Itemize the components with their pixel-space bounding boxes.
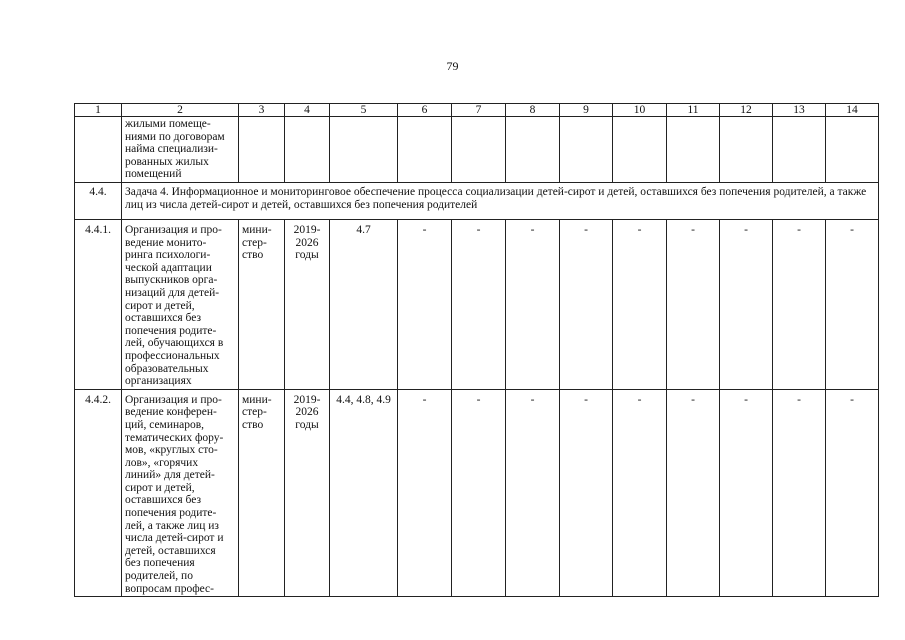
- table-row-item-4-4-1: [75, 220, 879, 390]
- table-cell: [613, 117, 667, 183]
- column-number: 10: [613, 104, 667, 117]
- table-cell: [560, 117, 613, 183]
- table-cell: [398, 117, 452, 183]
- task-description-text: Задача 4. Информационное и мониторинговое обеспечение процесса социализации детей-сирот и детей, оставшихся без попечения родителей, а также лиц из числа детей-сирот и детей, оставшихся без попечения родителей: [125, 186, 867, 211]
- column-number: 3: [239, 104, 285, 117]
- table-cell: [506, 117, 560, 183]
- table-cell: [826, 117, 879, 183]
- table-cell: [773, 117, 826, 183]
- table-cell: [330, 117, 398, 183]
- indicator-cell: 4.4, 4.8, 4.9: [330, 389, 398, 597]
- table-row-continuation: [75, 117, 879, 183]
- column-number: 8: [506, 104, 560, 117]
- column-number: 5: [330, 104, 398, 117]
- page-number: 79: [446, 59, 459, 73]
- column-numbers-row: [75, 104, 879, 117]
- table-cell: [239, 117, 285, 183]
- table-row-task: [75, 183, 879, 220]
- value-cell: -: [506, 220, 560, 390]
- row-number: 4.4.1.: [75, 220, 122, 390]
- measure-name-text: Организация и про- ведение конферен- ций, семинаров, тематических фору- мов, «круглых сто- лов», «горячих линий» для детей- сирот и детей, оставшихся без попечения родите- лей, а также лиц из числа детей-сирот и детей, оставшихся без попечения родителей, по вопросам профес-: [125, 393, 224, 595]
- column-number: 9: [560, 104, 613, 117]
- task-number: 4.4.: [75, 183, 122, 220]
- column-number: 4: [285, 104, 330, 117]
- value-cell: -: [398, 220, 452, 390]
- table-cell: [667, 117, 720, 183]
- table-row-item-4-4-2: [75, 389, 879, 597]
- column-number: 14: [826, 104, 879, 117]
- column-number: 11: [667, 104, 720, 117]
- measure-name: [122, 220, 239, 390]
- value-cell: -: [613, 220, 667, 390]
- executor-cell: [239, 389, 285, 597]
- value-cell: -: [720, 389, 773, 597]
- executor-text: мини- стер- ство: [242, 393, 272, 431]
- value-cell: -: [773, 389, 826, 597]
- value-cell: -: [506, 389, 560, 597]
- task-description: [122, 183, 879, 220]
- period-text: 2019- 2026 годы: [293, 224, 321, 262]
- measure-name-text: жилыми помеще- ниями по договорам найма специализи- рованных жилых помещений: [125, 118, 225, 181]
- measure-name: [122, 117, 239, 183]
- column-number: 12: [720, 104, 773, 117]
- column-number: 13: [773, 104, 826, 117]
- value-cell: -: [826, 389, 879, 597]
- executor-text: мини- стер- ство: [242, 224, 272, 262]
- value-cell: -: [560, 389, 613, 597]
- measure-name: [122, 389, 239, 597]
- column-number: 1: [75, 104, 122, 117]
- table-cell: [285, 117, 330, 183]
- value-cell: -: [452, 220, 506, 390]
- value-cell: -: [720, 220, 773, 390]
- column-number: 2: [122, 104, 239, 117]
- value-cell: -: [773, 220, 826, 390]
- executor-cell: [239, 220, 285, 390]
- value-cell: -: [613, 389, 667, 597]
- column-number: 6: [398, 104, 452, 117]
- period-text: 2019- 2026 годы: [293, 393, 321, 431]
- measure-name-text: Организация и про- ведение монито- ринга психологи- ческой адаптации выпускников орга- низаций для детей- сирот и детей, оставшихся без попечения родите- лей, обучающихся в профессиональных образовательных организациях: [125, 224, 224, 388]
- value-cell: -: [667, 220, 720, 390]
- period-cell: [285, 389, 330, 597]
- table-cell: [452, 117, 506, 183]
- row-number: [75, 117, 122, 183]
- column-number: 7: [452, 104, 506, 117]
- value-cell: -: [826, 220, 879, 390]
- row-number: 4.4.2.: [75, 389, 122, 597]
- value-cell: -: [667, 389, 720, 597]
- period-cell: [285, 220, 330, 390]
- indicator-cell: 4.7: [330, 220, 398, 390]
- value-cell: -: [452, 389, 506, 597]
- program-table: [74, 103, 879, 597]
- table-cell: [720, 117, 773, 183]
- value-cell: -: [398, 389, 452, 597]
- value-cell: -: [560, 220, 613, 390]
